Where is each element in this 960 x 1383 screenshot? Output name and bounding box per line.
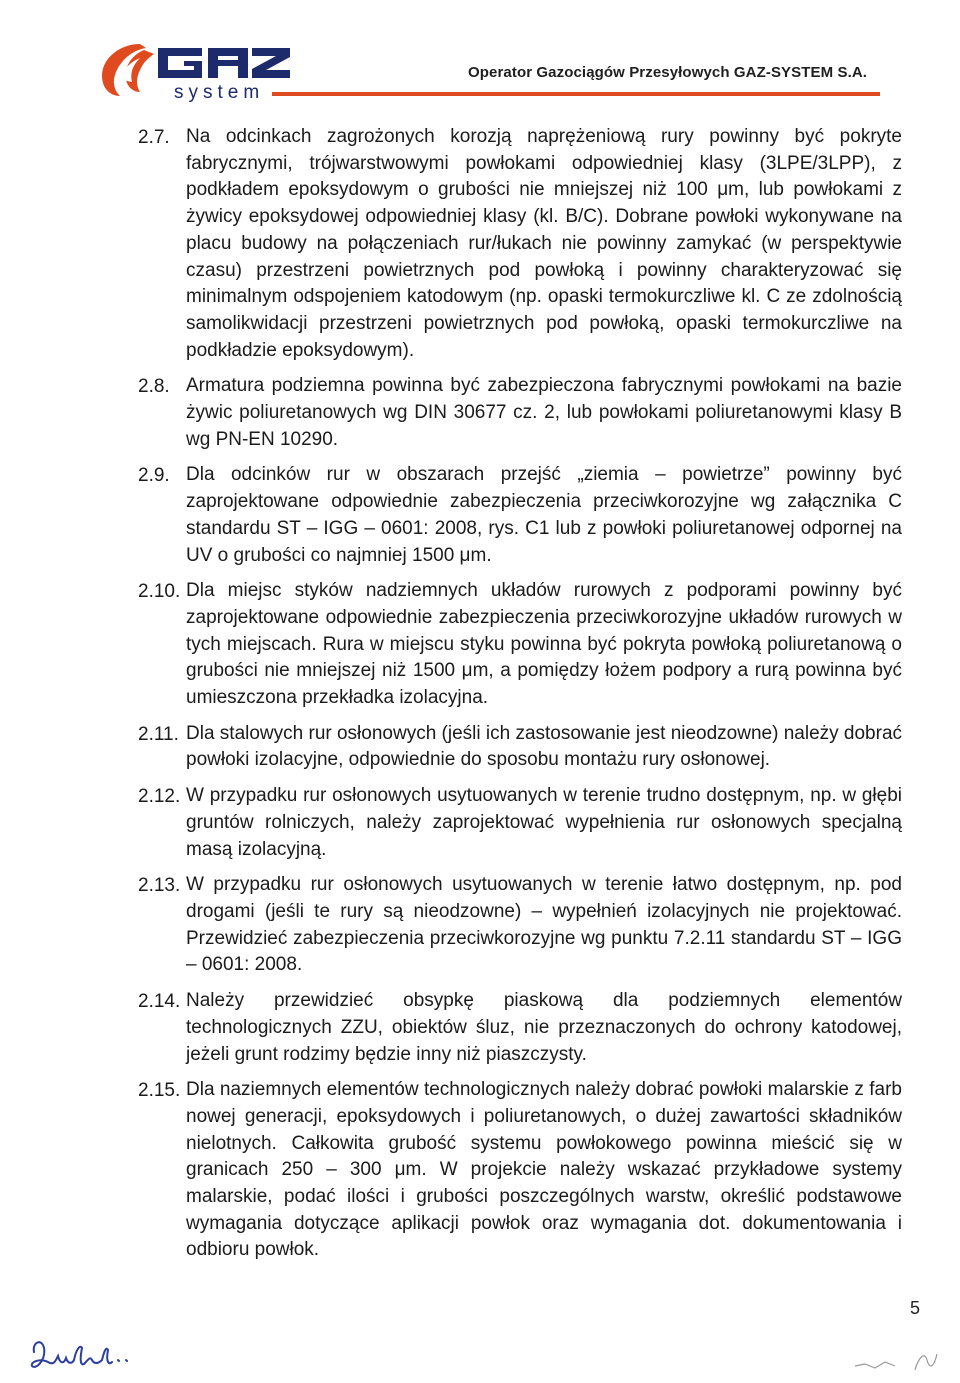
list-item: [130, 373, 902, 453]
gaz-system-logo: [100, 40, 290, 102]
list-item: [130, 578, 902, 712]
item-text: Należy przewidzieć obsypkę piaskową dla podziemnych elementów technologicznych ZZU, obiektów śluz, nie przeznaczonych do ochrony katodowej, jeżeli grunt rodzimy będzie inny niż piaszczysty.: [186, 990, 902, 1065]
list-item: [130, 721, 902, 774]
list-item: [130, 872, 902, 979]
item-number: 2.7.: [138, 127, 170, 148]
item-number: 2.12.: [138, 786, 181, 808]
item-text: Dla miejsc styków nadziemnych układów rurowych z podporami powinny być zaprojektowane odpowiednie zabezpieczenia przeciwkorozyjne układów rurowych w tych miejscach. Rura w miejscu styku powinna być pokryta powłoką poliuretanową o grubości nie mniejszej niż 1500 μm, a pomiędzy łożem podpory a rurą powinna być umieszczona przekładka izolacyjna.: [186, 580, 902, 709]
list-item: [130, 1077, 902, 1264]
logo-system-text: system: [174, 82, 265, 102]
item-text: Na odcinkach zagrożonych korozją naprężeniową rury powinny być pokryte fabrycznymi, trójwarstwowymi powłokami odpowiedniej klasy (3LPE/3LPP), z podkładem epoksydowym o grubości nie mniejszej niż 100 μm, lub powłokami z żywicy epoksydowej odpowiedniej klasy (kl. B/C). Dobrane powłoki wykonywane na placu budowy na połączeniach rur/łukach nie powinny zamykać (w perspektywie czasu) przestrzeni powietrznych pod powłoką i powinny charakteryzować się minimalnym odspojeniem katodowym (np. opaski termokurczliwe kl. C ze zdolnością samolikwidacji przestrzeni powietrznych pod powłoką, opaski termokurczliwe na podkładzie epoksydowym).: [186, 126, 902, 361]
gaz-wordmark: [158, 48, 290, 78]
item-number: 2.10.: [138, 581, 181, 603]
company-name: Operator Gazociągów Przesyłowych GAZ-SYSTEM S.A.: [468, 64, 868, 81]
item-text: Dla stalowych rur osłonowych (jeśli ich zastosowanie jest nieodzowne) należy dobrać powłoki izolacyjne, odpowiednie do sposobu montażu rury osłonowej.: [186, 722, 903, 771]
item-text: W przypadku rur osłonowych usytuowanych w terenie łatwo dostępnym, np. pod drogami (jeśli te rury są nieodzowne) – wypełnień izolacyjnych nie projektować. Przewidzieć zabezpieczenia przeciwkorozyjne wg punktu 7.2.11 standardu ST – IGG – 0601: 2008.: [186, 874, 902, 976]
list-item: [130, 124, 902, 364]
document-header: [0, 0, 960, 120]
item-number: 2.9.: [138, 465, 170, 487]
item-text: Armatura podziemna powinna być zabezpieczona fabrycznymi powłokami na bazie żywic poliuretanowych wg DIN 30677 cz. 2, lub powłokami poliuretanowymi klasy B wg PN-EN 10290.: [186, 375, 902, 450]
list-item: [130, 988, 902, 1068]
header-rule: [272, 92, 880, 96]
list-item: [130, 462, 902, 569]
signature-icon: [28, 1330, 158, 1380]
item-number: 2.11.: [138, 723, 179, 745]
item-text: W przypadku rur osłonowych usytuowanych w terenie trudno dostępnym, np. w głębi gruntów rolniczych, należy zaprojektować wypełnienia rur osłonowych specjalną masą izolacyjną.: [186, 785, 902, 860]
page-number: 5: [910, 1298, 921, 1318]
item-number: 2.13.: [138, 875, 181, 897]
item-text: Dla naziemnych elementów technologicznych należy dobrać powłoki malarskie z farb nowej generacji, epoksydowych i poliuretanowych, o dużej zawartości składników nielotnych. Całkowita grubość systemu powłokowego powinna mieścić się w granicach 250 – 300 μm. W projekcie należy wskazać przykładowe systemy malarskie, podać ilości i grubości poszczególnych warstw, określić podstawowe wymagania dotyczące aplikacji powłok oraz wymagania dot. dokumentowania i odbioru powłok.: [186, 1079, 902, 1261]
document-body: [130, 124, 902, 1273]
item-number: 2.15.: [138, 1080, 181, 1102]
list-item: [130, 783, 902, 863]
stamp-mark-icon: [845, 1346, 945, 1376]
item-number: 2.14.: [138, 991, 181, 1013]
flame-icon: [102, 44, 154, 96]
item-text: Dla odcinków rur w obszarach przejść „ziemia – powietrze” powinny być zaprojektowane odpowiednie zabezpieczenia przeciwkorozyjne wg załącznika C standardu ST – IGG – 0601: 2008, rys. C1 lub z powłoki poliuretanowej odpornej na UV o grubości co najmniej 1500 μm.: [186, 464, 902, 566]
item-number: 2.8.: [138, 376, 170, 398]
